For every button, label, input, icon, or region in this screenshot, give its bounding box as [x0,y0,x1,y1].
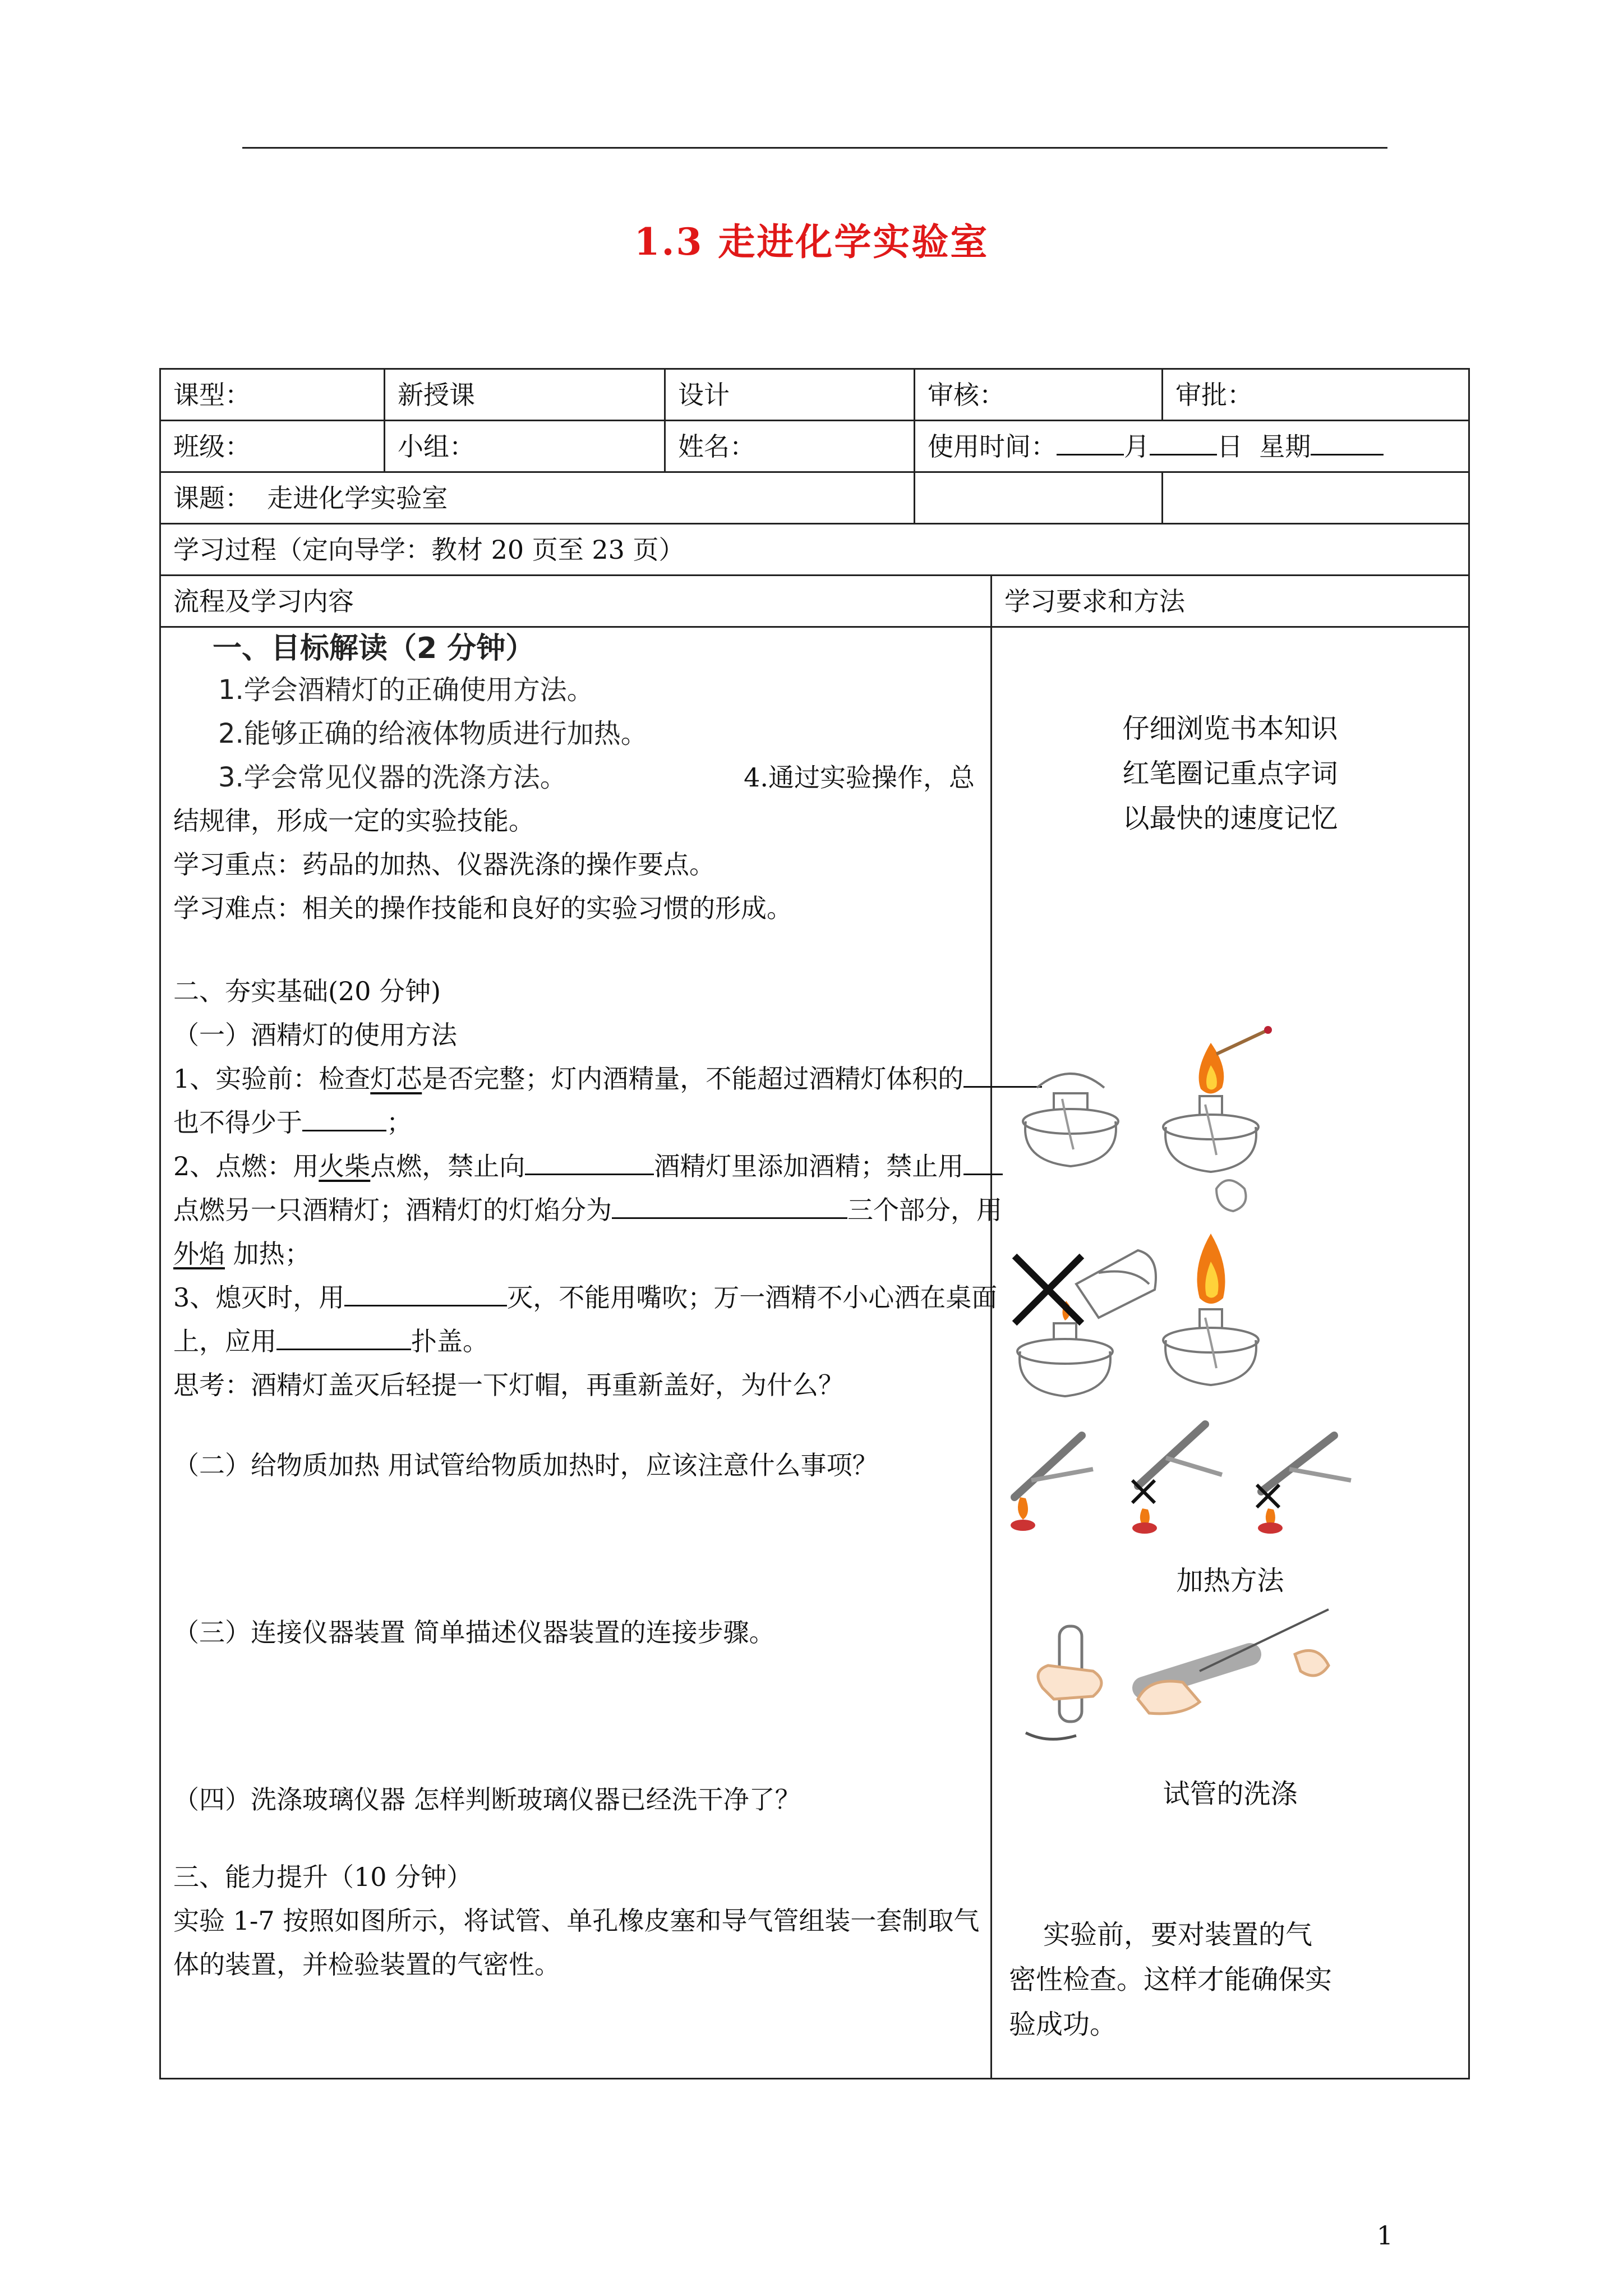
fill-blank[interactable] [276,1320,411,1350]
alcohol-lamp-illustration [1003,1020,1351,1424]
body-row [160,627,1469,2079]
lamp-lit-icon [1163,1234,1258,1385]
content-column-header: 流程及学习内容 [160,576,992,627]
day-label: 日 [1217,431,1243,462]
section-2-heading: 二、夯实基础(20 分钟) [173,976,441,1006]
match-underlined: 火柴 [319,1151,371,1181]
spill-line [173,1319,981,1363]
text-fragment: 酒精灯里添加酒精；禁止用 [654,1151,964,1181]
alcohol-lamp-heading: （一）酒精灯的使用方法 [173,1020,457,1050]
text-fragment: 1、实验前：检查 [173,1064,371,1094]
fill-blank[interactable] [302,1102,386,1131]
usage-time-label: 使用时间： [928,431,1057,462]
name-label: 姓名： [665,421,915,472]
lesson-type-label: 课型： [160,369,385,421]
topic-cell [160,472,915,524]
text-fragment: 2、点燃：用 [173,1151,319,1181]
method-column-header: 学习要求和方法 [992,576,1469,627]
airtightness-note-3: 验成功。 [1009,2009,1117,2040]
lamp-lighting-icon [1163,1026,1272,1172]
key-points: 学习重点：药品的加热、仪器洗涤的操作要点。 [173,849,715,880]
header-rule [242,147,1387,149]
section-3-heading: 三、能力提升（10 分钟） [173,1862,473,1892]
wrong-heating-icon [1132,1424,1222,1534]
fill-blank[interactable] [525,1145,654,1175]
review-label: 审核： [915,369,1163,421]
flame-parts-line [173,1188,1002,1232]
tip-3: 以最快的速度记忆 [1122,803,1338,834]
outer-flame-line [173,1232,981,1276]
tip-1: 仔细浏览书本知识 [1122,713,1338,744]
study-content-cell [160,627,1002,2079]
heating-method-illustration [998,1413,1357,1536]
lighting-line [173,1144,981,1188]
text-fragment: 扑盖。 [411,1326,488,1356]
connect-apparatus-heading: （三）连接仪器装置 简单描述仪器装置的连接步骤。 [173,1617,775,1648]
airtightness-note-1: 实验前，要对装置的气 [1009,1919,1313,1950]
lesson-table [159,368,1470,2079]
fill-blank[interactable] [344,1277,507,1306]
group-label: 小组： [385,421,665,472]
text-fragment: 是否完整；灯内酒精量，不能超过酒精灯体积的 [422,1064,964,1094]
forbidden-lamp-lighting-icon [1015,1250,1156,1396]
approve-label: 审批： [1163,369,1469,421]
goal-item-4-start: 4.通过实验操作，总 [744,762,975,793]
difficulties: 学习难点：相关的操作技能和良好的实验习惯的形成。 [173,893,792,923]
header-row-1 [160,369,1469,421]
wash-glassware-heading: （四）洗涤玻璃仪器 怎样判断玻璃仪器已经洗干净了？ [173,1784,801,1815]
learning-method-cell [992,627,1469,2079]
tip-2: 红笔圈记重点字词 [1122,758,1338,789]
goal-item-2: 2.能够正确的给液体物质进行加热。 [218,718,648,749]
goals-block [173,633,981,799]
month-blank[interactable] [1057,426,1124,455]
text-fragment: 加热； [225,1239,311,1269]
think-question: 思考：酒精灯盖灭后轻提一下灯帽，再重新盖好，为什么？ [173,1370,844,1400]
goal-item-1: 1.学会酒精灯的正确使用方法。 [218,674,594,706]
fill-blank[interactable] [612,1189,847,1219]
header-row-4 [160,524,1469,576]
text-fragment: 也不得少于 [173,1107,302,1138]
washing-caption: 试管的洗涤 [1163,1778,1298,1810]
page-number: 1 [1376,2220,1393,2251]
topic-label: 课题： [173,482,251,513]
text-fragment: ； [386,1107,412,1138]
usage-time-cell [915,421,1469,472]
before-experiment-line [173,1057,981,1101]
empty-cell-b [1163,472,1469,524]
lamp-cap-icon [1216,1180,1246,1211]
header-row-2 [160,421,1469,472]
test-tube-washing-illustration [1015,1604,1351,1750]
header-row-5 [160,576,1469,627]
empty-cell-a [915,472,1163,524]
goal-item-4-continued: 结规律，形成一定的实验技能。 [173,806,534,836]
goal-item-3: 3.学会常见仪器的洗涤方法。 [218,762,567,793]
heating-method-caption: 加热方法 [1176,1565,1284,1596]
shaking-test-tube-icon [1026,1626,1101,1739]
heating-substances-heading: （二）给物质加热 用试管给物质加热时，应该注意什么事项？ [173,1450,878,1480]
week-label: 星期 [1259,431,1311,462]
airtightness-note-2: 密性检查。这样才能确保实 [1009,1964,1332,1995]
month-label: 月 [1124,431,1150,462]
extinguish-line [173,1276,998,1319]
brushing-test-tube-icon [1138,1609,1329,1714]
process-cell: 学习过程（定向导学：教材 20 页至 23 页） [160,524,1469,576]
day-blank[interactable] [1150,426,1217,455]
experiment-line-1: 实验 1-7 按照如图所示，将试管、单孔橡皮塞和导气管组装一套制取气 [173,1906,980,1936]
experiment-line-2: 体的装置，并检验装置的气密性。 [173,1949,560,1980]
goals-heading: 一、目标解读（2 分钟） [213,632,535,665]
text-fragment: 上，应用 [173,1326,276,1356]
wrong-heating-icon [1257,1435,1351,1534]
text-fragment: 点燃另一只酒精灯；酒精灯的灯焰分为 [173,1195,612,1225]
header-row-3 [160,472,1469,524]
design-label: 设计 [665,369,915,421]
lesson-type-value: 新授课 [385,369,665,421]
text-fragment: 3、熄灭时，用 [173,1282,345,1313]
page-title: 1.3 走进化学实验室 [634,220,989,264]
week-blank[interactable] [1311,426,1384,455]
lamp-unlit-icon [1023,1074,1118,1166]
class-label: 班级： [160,421,385,472]
outer-flame-underlined: 外焰 [173,1239,225,1269]
text-fragment: 灭，不能用嘴吹；万一酒精不小心洒在桌面 [507,1282,998,1313]
correct-heating-icon [1011,1435,1093,1531]
topic-value: 走进化学实验室 [267,482,448,513]
text-fragment: 点燃，禁止向 [370,1151,525,1181]
wick-underlined: 灯芯 [370,1064,422,1094]
minimum-line [173,1101,981,1144]
text-fragment: 三个部分，用 [847,1195,1002,1225]
